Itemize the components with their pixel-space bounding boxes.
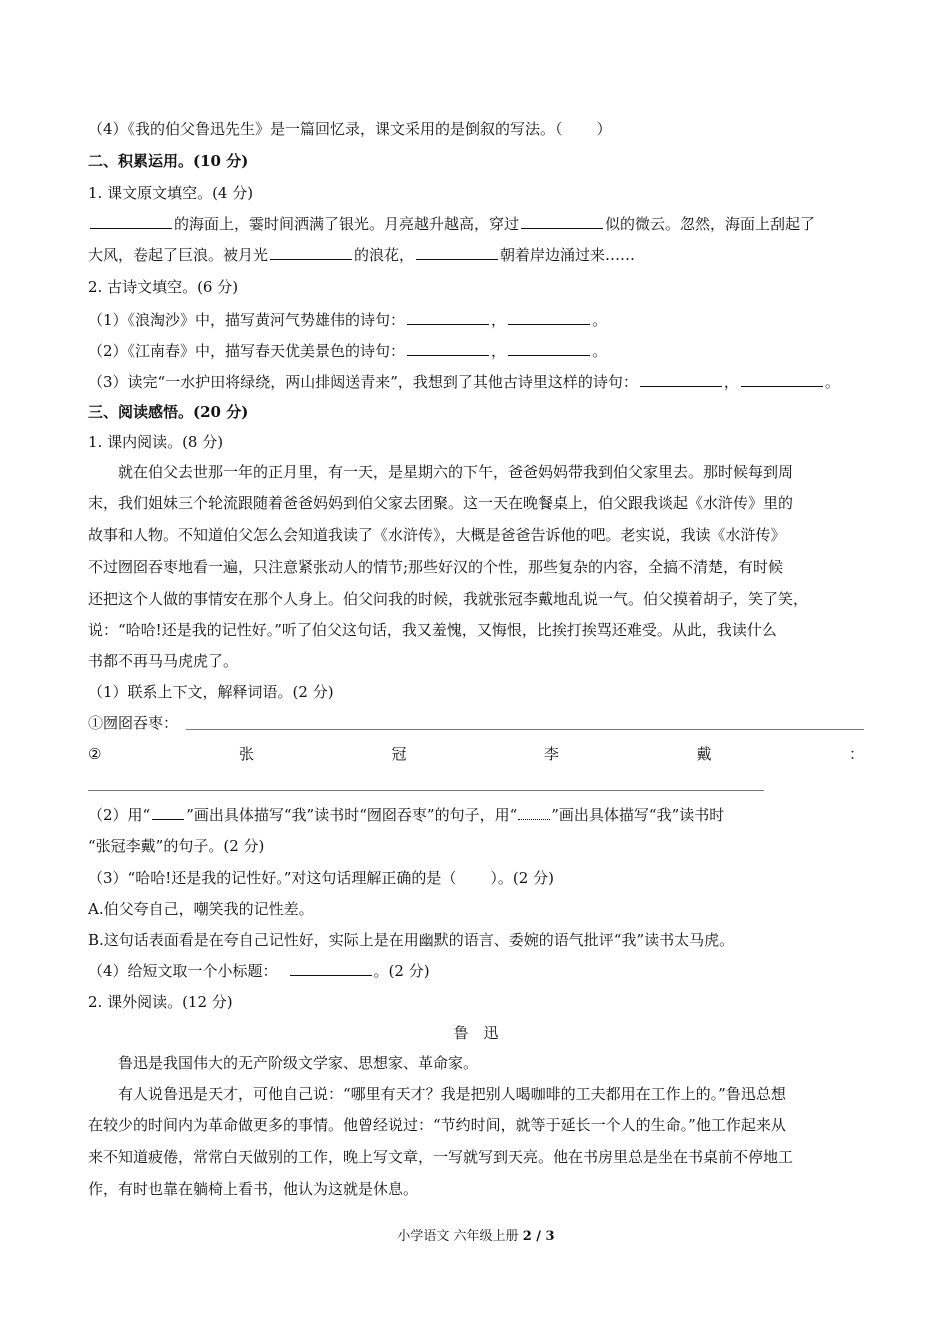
- blank-3[interactable]: [270, 245, 352, 260]
- poem-question-1: （1）《浪淘沙》中，描写黄河气势雄伟的诗句： ， 。: [88, 311, 608, 329]
- passage1-line: 说：“哈哈!还是我的记性好。”听了伯父这句话，我又羞愧，又悔恨，比挨打挨骂还难受。从此，我读什么: [88, 621, 777, 639]
- blank-poem3-b[interactable]: [741, 372, 823, 387]
- blank-subtitle[interactable]: [290, 961, 372, 976]
- passage1-line: 故事和人物。不知道伯父怎么会知道我读了《水浒传》，大概是爸爸告诉他的吧。老实说，我读《水浒传》: [88, 526, 786, 544]
- word-explain-1: ①囫囵吞枣：: [88, 714, 179, 732]
- page-footer: 小学语文 六年级上册 2 / 3: [397, 1229, 555, 1244]
- sec3-q1-title: 1. 课内阅读。(8 分): [88, 433, 224, 451]
- q1-3-title: （3）“哈哈!还是我的记性好。”对这句话理解正确的是（ ）。(2 分): [88, 869, 554, 887]
- passage1-line: 书都不再马马虎虎了。: [88, 652, 239, 670]
- blank-poem1-a[interactable]: [407, 310, 489, 325]
- blank-poem2-b[interactable]: [508, 341, 590, 356]
- blank-1[interactable]: [90, 214, 172, 229]
- passage2-line: 鲁迅是我国伟大的无产阶级文学家、思想家、革命家。: [118, 1054, 479, 1072]
- blank-poem1-b[interactable]: [508, 310, 590, 325]
- passage2-line: 来不知道疲倦，常常白天做别的工作，晚上写文章，一写就写到天亮。他在书房里总是坐在书桌前不停地工: [88, 1148, 794, 1166]
- blank-poem3-a[interactable]: [640, 372, 722, 387]
- fill-blank-line-1: 的海面上，霎时间洒满了银光。月亮越升越高，穿过 似的微云。忽然，海面上刮起了: [88, 213, 864, 235]
- q1-4-title: （4）给短文取一个小标题： 。(2 分): [88, 962, 430, 980]
- passage2-line: 作，有时也靠在躺椅上看书，他认为这就是休息。: [88, 1180, 419, 1198]
- passage2-line: 有人说鲁迅是天才，可他自己说：“哪里有天才？我是把别人喝咖啡的工夫都用在工作上的。”鲁迅总想: [118, 1085, 786, 1103]
- straight-underline-sample: [152, 805, 184, 820]
- blank-4[interactable]: [416, 245, 498, 260]
- poem-question-3: （3）读完“一水护田将绿绕，两山排闼送青来”，我想到了其他古诗里这样的诗句： ， 。: [88, 373, 840, 391]
- section-3-heading: 三、阅读感悟。(20 分): [88, 403, 249, 421]
- page-number: 2 / 3: [522, 1229, 555, 1244]
- option-b: B.这句话表面看是在夸自己记性好，实际上是在用幽默的语言、委婉的语气批评“我”读书太马虎。: [88, 931, 735, 949]
- sec2-q1-title: 1. 课文原文填空。(4 分): [88, 184, 254, 202]
- blank-2[interactable]: [521, 214, 603, 229]
- passage1-line: 末，我们姐妹三个轮流跟随着爸爸妈妈到伯父家去团聚。这一天在晚餐桌上，伯父跟我谈起《水浒传》里的: [88, 494, 794, 512]
- passage2-line: 在较少的时间内为革命做更多的事情。他曾经说过：“节约时间，就等于延长一个人的生命。”他工作起来从: [88, 1116, 786, 1134]
- sec2-q2-title: 2. 古诗文填空。(6 分): [88, 278, 239, 296]
- fill-blank-line-2: 大风，卷起了巨浪。被月光 的浪花， 朝着岸边涌过来……: [88, 246, 636, 264]
- option-a: A.伯父夸自己，嘲笑我的记性差。: [88, 900, 314, 918]
- poem-question-2: （2）《江南春》中，描写春天优美景色的诗句： ， 。: [88, 342, 608, 360]
- passage1-line: 还把这个人做的事情安在那个人身上。伯父问我的时候，我就张冠李戴地乱说一气。伯父摸着胡子，笑了笑，: [88, 590, 809, 608]
- passage1-line: 就在伯父去世那一年的正月里，有一天，是星期六的下午，爸爸妈妈带我到伯父家里去。那时候每到周: [118, 463, 794, 481]
- q1-2-line-2: “张冠李戴”的句子。(2 分): [88, 837, 265, 855]
- q1-1-title: （1）联系上下文，解释词语。(2 分): [88, 683, 334, 701]
- wavy-underline-sample: [518, 807, 550, 820]
- sec3-q2-title: 2. 课外阅读。(12 分): [88, 993, 233, 1011]
- blank-poem2-a[interactable]: [407, 341, 489, 356]
- section-2-heading: 二、积累运用。(10 分): [88, 152, 249, 170]
- passage1-line: 不过囫囵吞枣地看一遍，只注意紧张动人的情节;那些好汉的个性，那些复杂的内容，全搞不清楚，有时候: [88, 558, 784, 576]
- q1-2-line-1: （2）用“ ”画出具体描写“我”读书时“囫囵吞枣”的句子，用“ ”画出具体描写“我”读书时: [88, 806, 725, 824]
- passage2-title: 鲁 迅: [453, 1024, 499, 1042]
- answer-line-1[interactable]: [186, 729, 864, 730]
- answer-line-2[interactable]: [88, 790, 764, 791]
- word-explain-2: ② 张 冠 李 戴 ：: [88, 745, 864, 763]
- question-4-true-false: （4）《我的伯父鲁迅先生》是一篇回忆录，课文采用的是倒叙的写法。（ ）: [88, 120, 612, 138]
